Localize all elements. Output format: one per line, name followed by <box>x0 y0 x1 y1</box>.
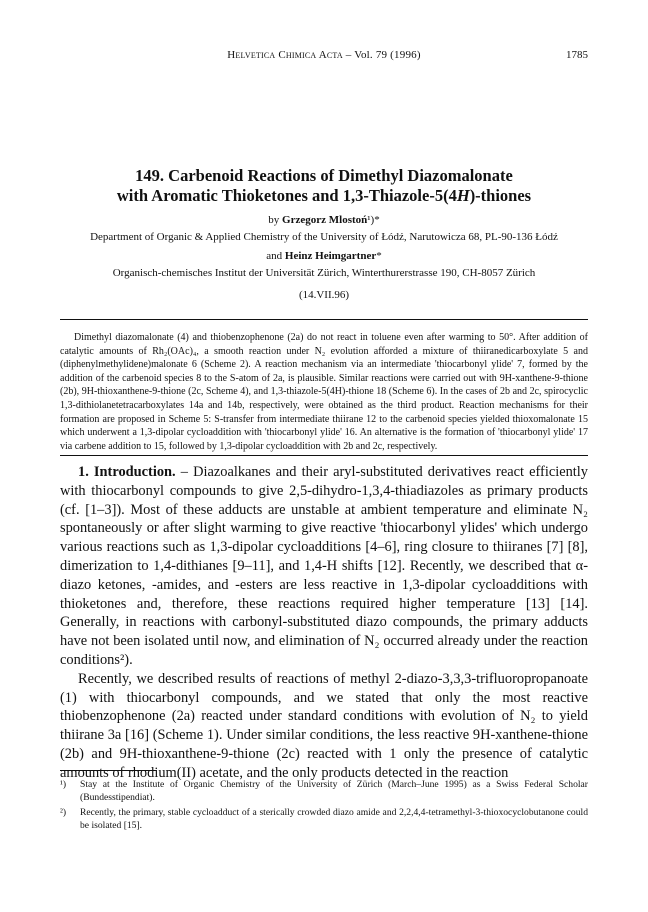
journal-citation <box>60 49 588 61</box>
footnote-1-number: ¹) <box>60 779 67 790</box>
author1-mark: ¹)* <box>367 214 380 226</box>
running-header <box>60 49 588 65</box>
author1-name: Grzegorz Mlostoń <box>282 214 368 226</box>
title-line-2-post: )-thiones <box>469 186 532 205</box>
abstract-top-rule <box>60 319 588 320</box>
received-date: (14.VII.96) <box>298 289 350 301</box>
affiliation-2: Organisch-chemisches Institut der Universität Zürich, Winterthurerstrasse 190, CH-8057 Zürich <box>112 267 536 279</box>
section-heading: 1. Introduction. <box>78 464 176 480</box>
title-line-1: 149. Carbenoid Reactions of Dimethyl Diazomalonate <box>135 166 513 185</box>
abstract-text: Dimethyl diazomalonate (4) and thiobenzophenone (2a) do not react in toluene even after warming to 50°. After addition of catalytic amounts of Rh₂(OAc)₄, a smooth reaction under N₂ evolution afforded a mixture of thiiranedicarboxylate 5 and (diphenylmethylidene)malonate 6 (Scheme 2). A reaction mechanism via an intermediate 'thiocarbonyl ylide' 7, formed by the addition of the carbenoid species 8 to the S-atom of 2a, is plausible. Similar reactions were carried out with 9H-xanthene-9-thione (2b), 9H-thioxanthene-9-thione (2c, Scheme 4), and 1,3-thiazole-5(4H)-thione 18 (Scheme 6). In the cases of 2b and 2c, spirocyclic 1,3-dithiolanetetracarboxylates 14a and 14b, respectively, were obtained as the third product. Reaction mechanisms for their formation are proposed in Scheme 5: S-transfer from intermediate thiirane 12 to the carbenoid species yielded thioxomalonate 15 which underwent a 1,3-dipolar cycloaddition with 'thiocarbonyl ylide' 16. An alternative is the formation of 'thiocarbonyl ylide' 17 via carbene addition to 15, followed by 1,3-dipolar cycloaddition with 2b and 2c, respectively. <box>60 332 588 452</box>
author-line-2 <box>60 250 588 262</box>
intro-paragraph-2: Recently, we described results of reactions of methyl 2-diazo-3,3,3-trifluoropropanoate (1) with thiocarbonyl compounds, and we stated that only the most reactive thiobenzophenone (2a) reacted under standard conditions with evolution of N₂ to yield thiirane 3a [16] (Scheme 1). Under similar conditions, the less reactive 9H-xanthene-thione (2b) and 9H-thioxanthene-9-thione (2c) reacted with 1 only the presence of catalytic amounts of rhodium(II) acetate, and the only products detected in the reaction <box>60 670 588 781</box>
author1-by: by <box>268 214 283 226</box>
journal-volume: – Vol. 79 (1996) <box>342 49 421 61</box>
intro-paragraph-1 <box>60 463 588 670</box>
footnote-2 <box>60 806 588 832</box>
footnote-rule <box>60 770 156 771</box>
main-text <box>60 463 588 783</box>
affiliation-1: Department of Organic & Applied Chemistry of the University of Łódź, Narutowicza 68, PL-90-136 Łódź <box>90 231 558 243</box>
title-line-2 <box>60 186 588 206</box>
intro-para1-text: – Diazoalkanes and their aryl-substituted derivatives react efficiently with thiocarbonyl compounds to give 2,5-dihydro-1,3,4-thiadiazoles as primary products (cf. [1–3]). Most of these adducts are unstable at ambient temperature and eliminate N₂ spontaneously or after slight warming to give reactive 'thiocarbonyl ylides' which undergo various reactions such as 1,3-dipolar cycloadditions [4–6], ring closure to thiiranes [7] [8], dimerization to 1,4-dithianes [9–11], and 1,4-H shifts [12]. Recently, we described that α-diazo ketones, -amides, and -esters are less reactive in 1,3-dipolar cycloadditions with thioketones and, therefore, these reactions required higher temperature [13] [14]. Generally, in reactions with carbonyl-substituted diazo compounds, the primary adducts have not been isolated until now, and elimination of N₂ occurred already under the reaction conditions²). <box>60 464 588 668</box>
title-line-2-italic: H <box>456 186 470 205</box>
abstract-bottom-rule <box>60 455 588 456</box>
title-line-2-pre: with Aromatic Thioketones and 1,3-Thiazole-5(4 <box>116 186 457 205</box>
article-title <box>60 166 588 206</box>
footnote-1 <box>60 778 588 804</box>
footnote-2-text: Recently, the primary, stable cycloadduct of a sterically crowded diazo amide and 2,2,4,4-tetramethyl-3-thioxocyclobutanone could be isolated [15]. <box>80 807 588 831</box>
author2-and: and <box>266 250 285 262</box>
abstract <box>60 331 588 453</box>
footnote-1-text: Stay at the Institute of Organic Chemistry of the University of Zürich (March–June 1995) as a Swiss Federal Scholar (Bundesstipendiat). <box>80 779 588 803</box>
author2-name: Heinz Heimgartner <box>284 250 377 262</box>
footnote-2-number: ²) <box>60 807 67 818</box>
author-line-1 <box>60 214 588 226</box>
author2-mark: * <box>376 250 382 262</box>
page-number: 1785 <box>566 49 588 61</box>
journal-name: Helvetica Chimica Acta <box>227 49 343 61</box>
